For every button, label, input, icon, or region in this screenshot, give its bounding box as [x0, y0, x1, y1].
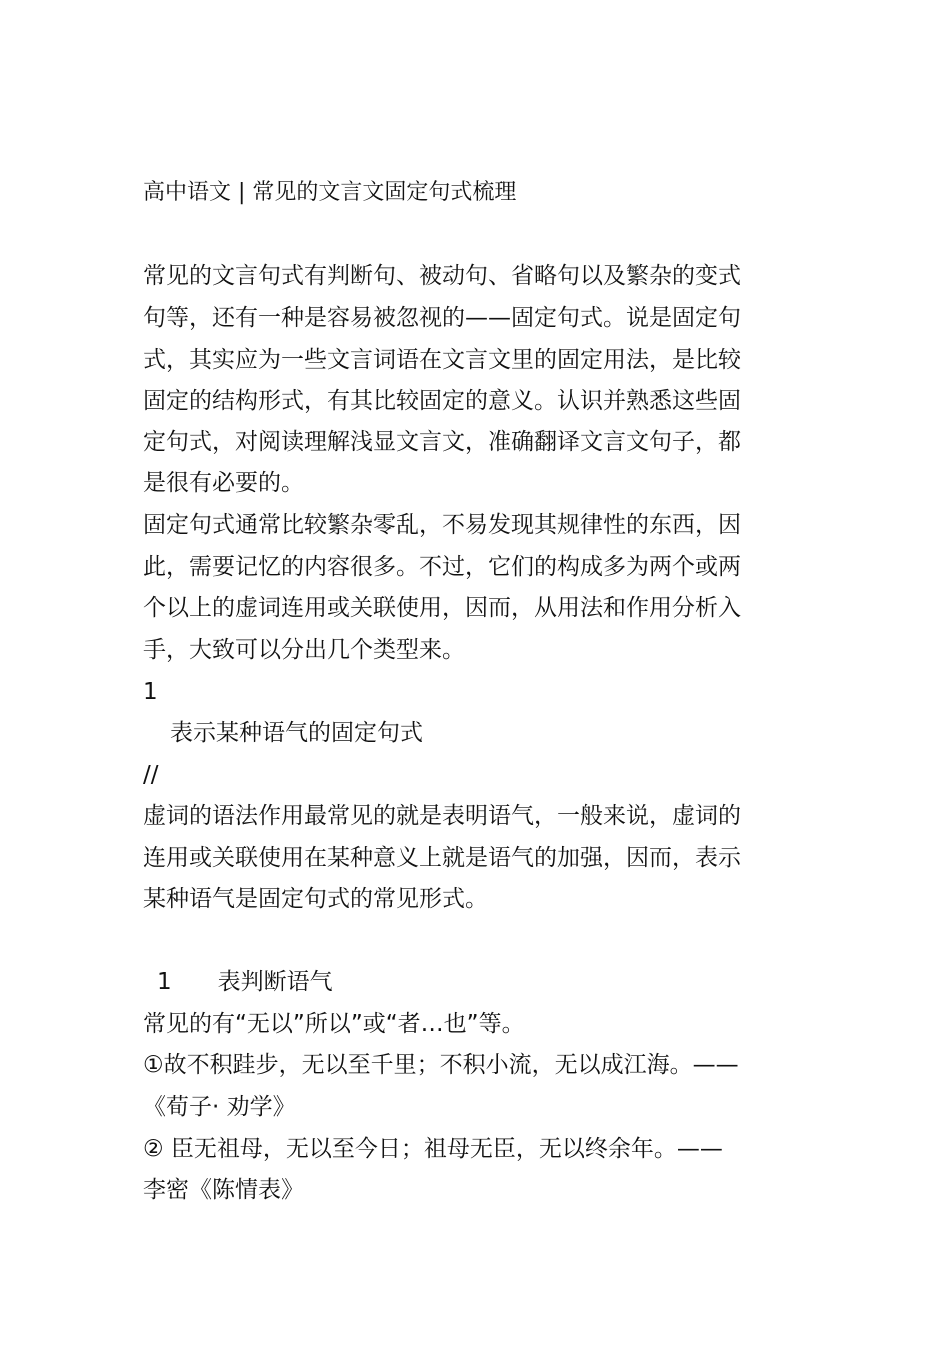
intro-line: 定句式，对阅读理解浅显文言文，准确翻译文言文句子，都: [143, 429, 741, 455]
intro-line: 常见的文言句式有判断句、被动句、省略句以及繁杂的变式: [143, 263, 741, 289]
paragraph-line: 此，需要记忆的内容很多。不过，它们的构成多为两个或两: [143, 554, 741, 580]
section-line: 虚词的语法作用最常见的就是表明语气，一般来说，虚词的: [143, 803, 741, 829]
example-line: 《荀子· 劝学》: [143, 1094, 296, 1120]
subsection-intro: 常见的有“无以”所以”或“者…也”等。: [143, 1011, 525, 1037]
section-line: 连用或关联使用在某种意义上就是语气的加强，因而，表示: [143, 845, 741, 871]
document-title: 高中语文 | 常见的文言文固定句式梳理: [143, 180, 517, 205]
section-line: 某种语气是固定句式的常见形式。: [143, 886, 488, 912]
paragraph-line: 手，大致可以分出几个类型来。: [143, 637, 465, 663]
paragraph-line: 个以上的虚词连用或关联使用，因而，从用法和作用分析入: [143, 595, 741, 621]
example-line: 李密《陈情表》: [143, 1177, 304, 1203]
paragraph-line: 固定句式通常比较繁杂零乱，不易发现其规律性的东西，因: [143, 512, 741, 538]
section-divider: //: [143, 762, 159, 788]
example-line: ② 臣无祖母，无以至今日；祖母无臣，无以终余年。——: [143, 1136, 723, 1162]
intro-line: 是很有必要的。: [143, 470, 304, 496]
intro-line: 式，其实应为一些文言词语在文言文里的固定用法，是比较: [143, 347, 741, 373]
intro-line: 固定的结构形式，有其比较固定的意义。认识并熟悉这些固: [143, 388, 741, 414]
section-number: 1: [143, 679, 158, 705]
subsection-heading: 1 表判断语气: [157, 969, 333, 995]
intro-line: 句等，还有一种是容易被忽视的——固定句式。说是固定句: [143, 305, 741, 331]
example-line: ①故不积跬步，无以至千里；不积小流，无以成江海。——: [143, 1052, 739, 1078]
section-title: 表示某种语气的固定句式: [170, 720, 423, 746]
